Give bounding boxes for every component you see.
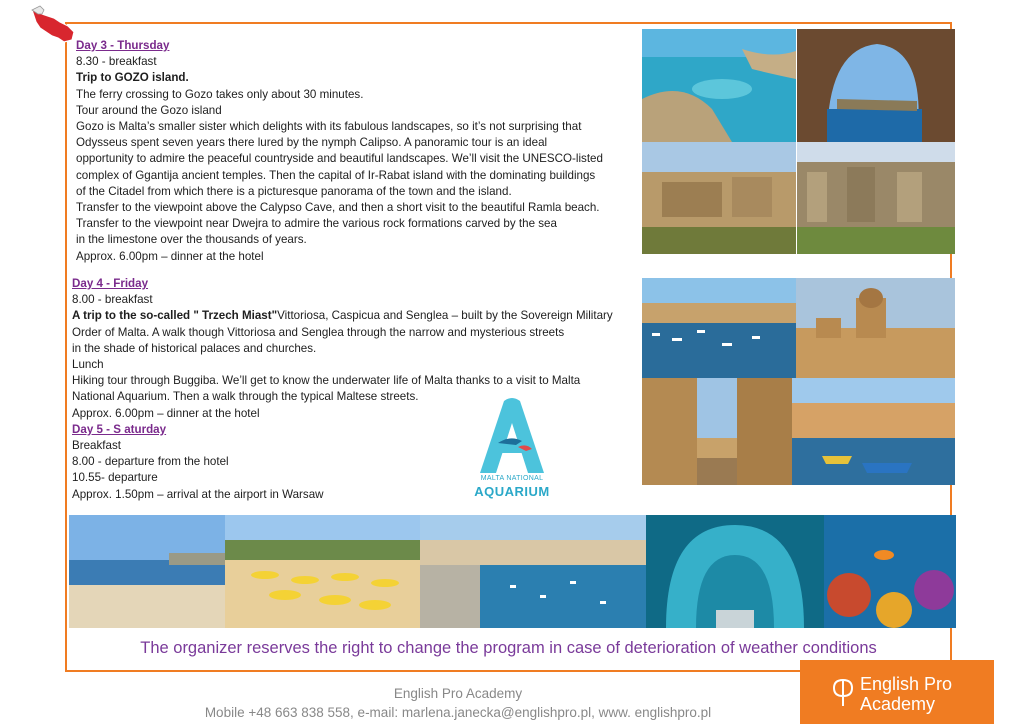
day4-line: 8.00 - breakfast: [72, 293, 153, 307]
bay-town-photo: [420, 515, 646, 628]
day3-line-title: Trip to GOZO island.: [76, 71, 189, 85]
aquarium-logo: [470, 395, 554, 505]
brand-logo: [800, 660, 994, 724]
day5-line: 10.55- departure: [72, 471, 158, 485]
beach-photo-1: [69, 515, 225, 628]
gozo-cave-photo: [797, 29, 955, 142]
marina-photo: [642, 278, 796, 378]
senglea-church-photo: [796, 278, 955, 378]
aquarium-name-line1: MALTA NATIONAL: [480, 475, 544, 482]
coral-reef-photo: [824, 515, 956, 628]
day3-line: in the limestone over the thousands of years.: [76, 233, 307, 247]
day5-line: Approx. 1.50pm – arrival at the airport in Warsaw: [72, 487, 324, 501]
aquarium-a-icon: [470, 395, 554, 475]
day3-line: Transfer to the viewpoint above the Calypso Cave, and then a short visit to the beautiful Ramla beach.: [76, 201, 600, 215]
gozo-citadel-photo: [642, 142, 796, 254]
day4-trip-line: [72, 308, 613, 324]
day4-heading: Day 4 - Friday: [72, 277, 149, 290]
day3-line: of the Citadel from which there is a picturesque panorama of the town and the island.: [76, 184, 512, 198]
ggantija-temples-photo: [797, 142, 955, 254]
english-pro-logo-icon: [830, 676, 856, 708]
gozo-lagoon-photo: [642, 29, 796, 142]
malta-map-icon: [28, 2, 78, 44]
beach-umbrellas-photo: [225, 515, 420, 628]
day4-trip-rest: Vittoriosa, Caspicua and Senglea – built by the Sovereign Military: [277, 309, 613, 323]
day4-line: Approx. 6.00pm – dinner at the hotel: [72, 406, 260, 420]
day3-line: Gozo is Malta’s smaller sister which delights with its fabulous landscapes, so it’s not surprising that: [76, 120, 582, 134]
day3-line: Odysseus spent seven years there lured by the nymph Calipso. A panoramic tour is an ideal: [76, 136, 548, 150]
day4-line: Lunch: [72, 358, 104, 372]
day4-line: in the shade of historical palaces and churches.: [72, 341, 317, 355]
day3-heading: Day 3 - Thursday: [76, 39, 170, 52]
day5-line: Breakfast: [72, 439, 121, 453]
day5-heading: Day 5 - S aturday: [72, 422, 167, 436]
weather-disclaimer: The organizer reserves the right to change the program in case of deterioration of weather conditions: [140, 639, 877, 657]
day5-line: 8.00 - departure from the hotel: [72, 455, 229, 469]
day3-line: The ferry crossing to Gozo takes only about 30 minutes.: [76, 87, 364, 101]
day3-line: Transfer to the viewpoint near Dwejra to admire the various rock formations carved by the sea: [76, 217, 557, 231]
footer-contact: Mobile +48 663 838 558, e-mail: marlena.janecka@englishpro.pl, www. englishpro.pl: [204, 705, 712, 720]
day4-line: Order of Malta. A walk though Vittoriosa and Senglea through the narrow and mysterious streets: [72, 325, 565, 339]
harbour-boats-photo: [792, 378, 955, 485]
day3-line: opportunity to admire the peaceful countryside and beautiful landscapes. We’ll visit the UNESCO-listed: [76, 152, 603, 166]
aquarium-name-line2: AQUARIUM: [474, 484, 550, 499]
day3-line: complex of Ggantija ancient temples. Then the capital of Ir-Rabat island with the dominating buildings: [76, 168, 596, 182]
day4-trip-bold: A trip to the so-called " Trzech Miast": [72, 309, 278, 323]
day3-line: Tour around the Gozo island: [76, 103, 222, 117]
day4-line: Hiking tour through Buggiba. We’ll get to know the underwater life of Malta thanks to a visit to Malta: [72, 374, 581, 388]
day4-line: National Aquarium. Then a walk through the typical Maltese streets.: [72, 390, 419, 404]
footer-company: English Pro Academy: [393, 686, 523, 701]
brand-name-line2: Academy: [860, 694, 936, 714]
day3-section: [76, 38, 603, 265]
brand-name-line1: English Pro: [860, 674, 953, 694]
day3-line: 8.30 - breakfast: [76, 55, 157, 69]
narrow-street-photo: [642, 378, 792, 485]
day3-line: Approx. 6.00pm – dinner at the hotel: [76, 249, 264, 263]
aquarium-tunnel-photo: [646, 515, 824, 628]
